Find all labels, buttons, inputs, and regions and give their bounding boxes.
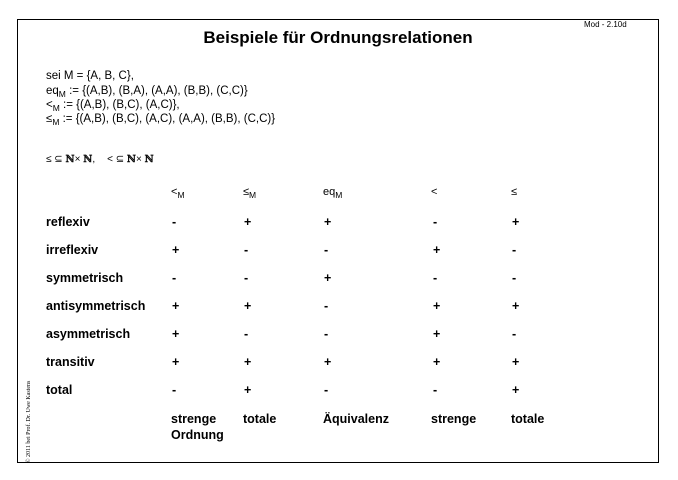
footer-strenge-ordnung: strenge Ordnung <box>171 412 224 442</box>
cell-symmetrisch-le-m: - <box>244 271 249 285</box>
cell-total-le: + <box>512 383 520 397</box>
cell-irreflexiv-lt: + <box>433 243 441 257</box>
natural-numbers-relations: ≤ ⊆ ℕ× ℕ, < ⊆ ℕ× ℕ <box>46 154 154 165</box>
cell-antisymmetrisch-lt-m: + <box>172 299 180 313</box>
cell-transitiv-le: + <box>512 355 520 369</box>
row-label-symmetrisch: symmetrisch <box>46 271 124 285</box>
cell-total-lt-m: - <box>172 383 177 397</box>
cell-reflexiv-lt-m: - <box>172 215 177 229</box>
definitions-block <box>46 69 275 127</box>
cell-transitiv-lt: + <box>433 355 441 369</box>
cell-symmetrisch-le: - <box>512 271 517 285</box>
copyright-note: © 2011 bei Prof. Dr. Uwe Kastens <box>26 380 32 463</box>
cell-irreflexiv-le-m: - <box>244 243 249 257</box>
cell-reflexiv-lt: - <box>433 215 438 229</box>
cell-irreflexiv-lt-m: + <box>172 243 180 257</box>
slide-id: Mod - 2.10d <box>584 20 627 29</box>
cell-reflexiv-le: + <box>512 215 520 229</box>
column-header-eq-m: $eq_M$ <box>323 186 343 200</box>
row-label-antisymmetrisch: antisymmetrisch <box>46 299 146 313</box>
row-label-asymmetrisch: asymmetrisch <box>46 327 131 341</box>
cell-total-eq-m: - <box>324 383 329 397</box>
row-label-irreflexiv: irreflexiv <box>46 243 99 257</box>
footer-aequivalenz: Äquivalenz <box>323 412 389 426</box>
cell-antisymmetrisch-le-m: + <box>244 299 252 313</box>
column-header-le-m: $\le_M$ <box>243 186 257 200</box>
column-header-lt-m: $<_M$ <box>171 186 185 200</box>
cell-reflexiv-eq-m: + <box>324 215 332 229</box>
footer-strenge: strenge <box>431 412 477 426</box>
cell-antisymmetrisch-lt: + <box>433 299 441 313</box>
cell-transitiv-le-m: + <box>244 355 252 369</box>
cell-symmetrisch-lt-m: - <box>172 271 177 285</box>
cell-total-lt: - <box>433 383 438 397</box>
row-label-total: total <box>46 383 73 397</box>
cell-asymmetrisch-le: - <box>512 327 517 341</box>
row-label-transitiv: transitiv <box>46 355 95 369</box>
definition-lt-m: $<_M$ := {(A,B), (B,C), (A,C)}, <box>46 99 180 113</box>
column-header-le: ≤ <box>511 186 518 198</box>
cell-transitiv-lt-m: + <box>172 355 180 369</box>
cell-symmetrisch-lt: - <box>433 271 438 285</box>
cell-reflexiv-le-m: + <box>244 215 252 229</box>
definition-set-m: sei M = {A, B, C}, <box>46 70 134 82</box>
cell-asymmetrisch-lt-m: + <box>172 327 180 341</box>
cell-asymmetrisch-le-m: - <box>244 327 249 341</box>
cell-irreflexiv-eq-m: - <box>324 243 329 257</box>
row-label-reflexiv: reflexiv <box>46 215 90 229</box>
cell-total-le-m: + <box>244 383 252 397</box>
definition-le-m: $\le_M$ := {(A,B), (B,C), (A,C), (A,A), (B,B), (C,C)} <box>46 113 276 127</box>
cell-antisymmetrisch-le: + <box>512 299 520 313</box>
footer-totale-m: totale <box>243 412 277 426</box>
cell-asymmetrisch-eq-m: - <box>324 327 329 341</box>
definition-eq-m: $eq_M$ := {(A,B), (B,A), (A,A), (B,B), (C,C)} <box>46 85 248 99</box>
cell-symmetrisch-eq-m: + <box>324 271 332 285</box>
cell-irreflexiv-le: - <box>512 243 517 257</box>
cell-asymmetrisch-lt: + <box>433 327 441 341</box>
slide-title: Beispiele für Ordnungsrelationen <box>203 28 473 47</box>
cell-antisymmetrisch-eq-m: - <box>324 299 329 313</box>
column-header-lt: < <box>431 186 438 198</box>
cell-transitiv-eq-m: + <box>324 355 332 369</box>
footer-totale: totale <box>511 412 545 426</box>
